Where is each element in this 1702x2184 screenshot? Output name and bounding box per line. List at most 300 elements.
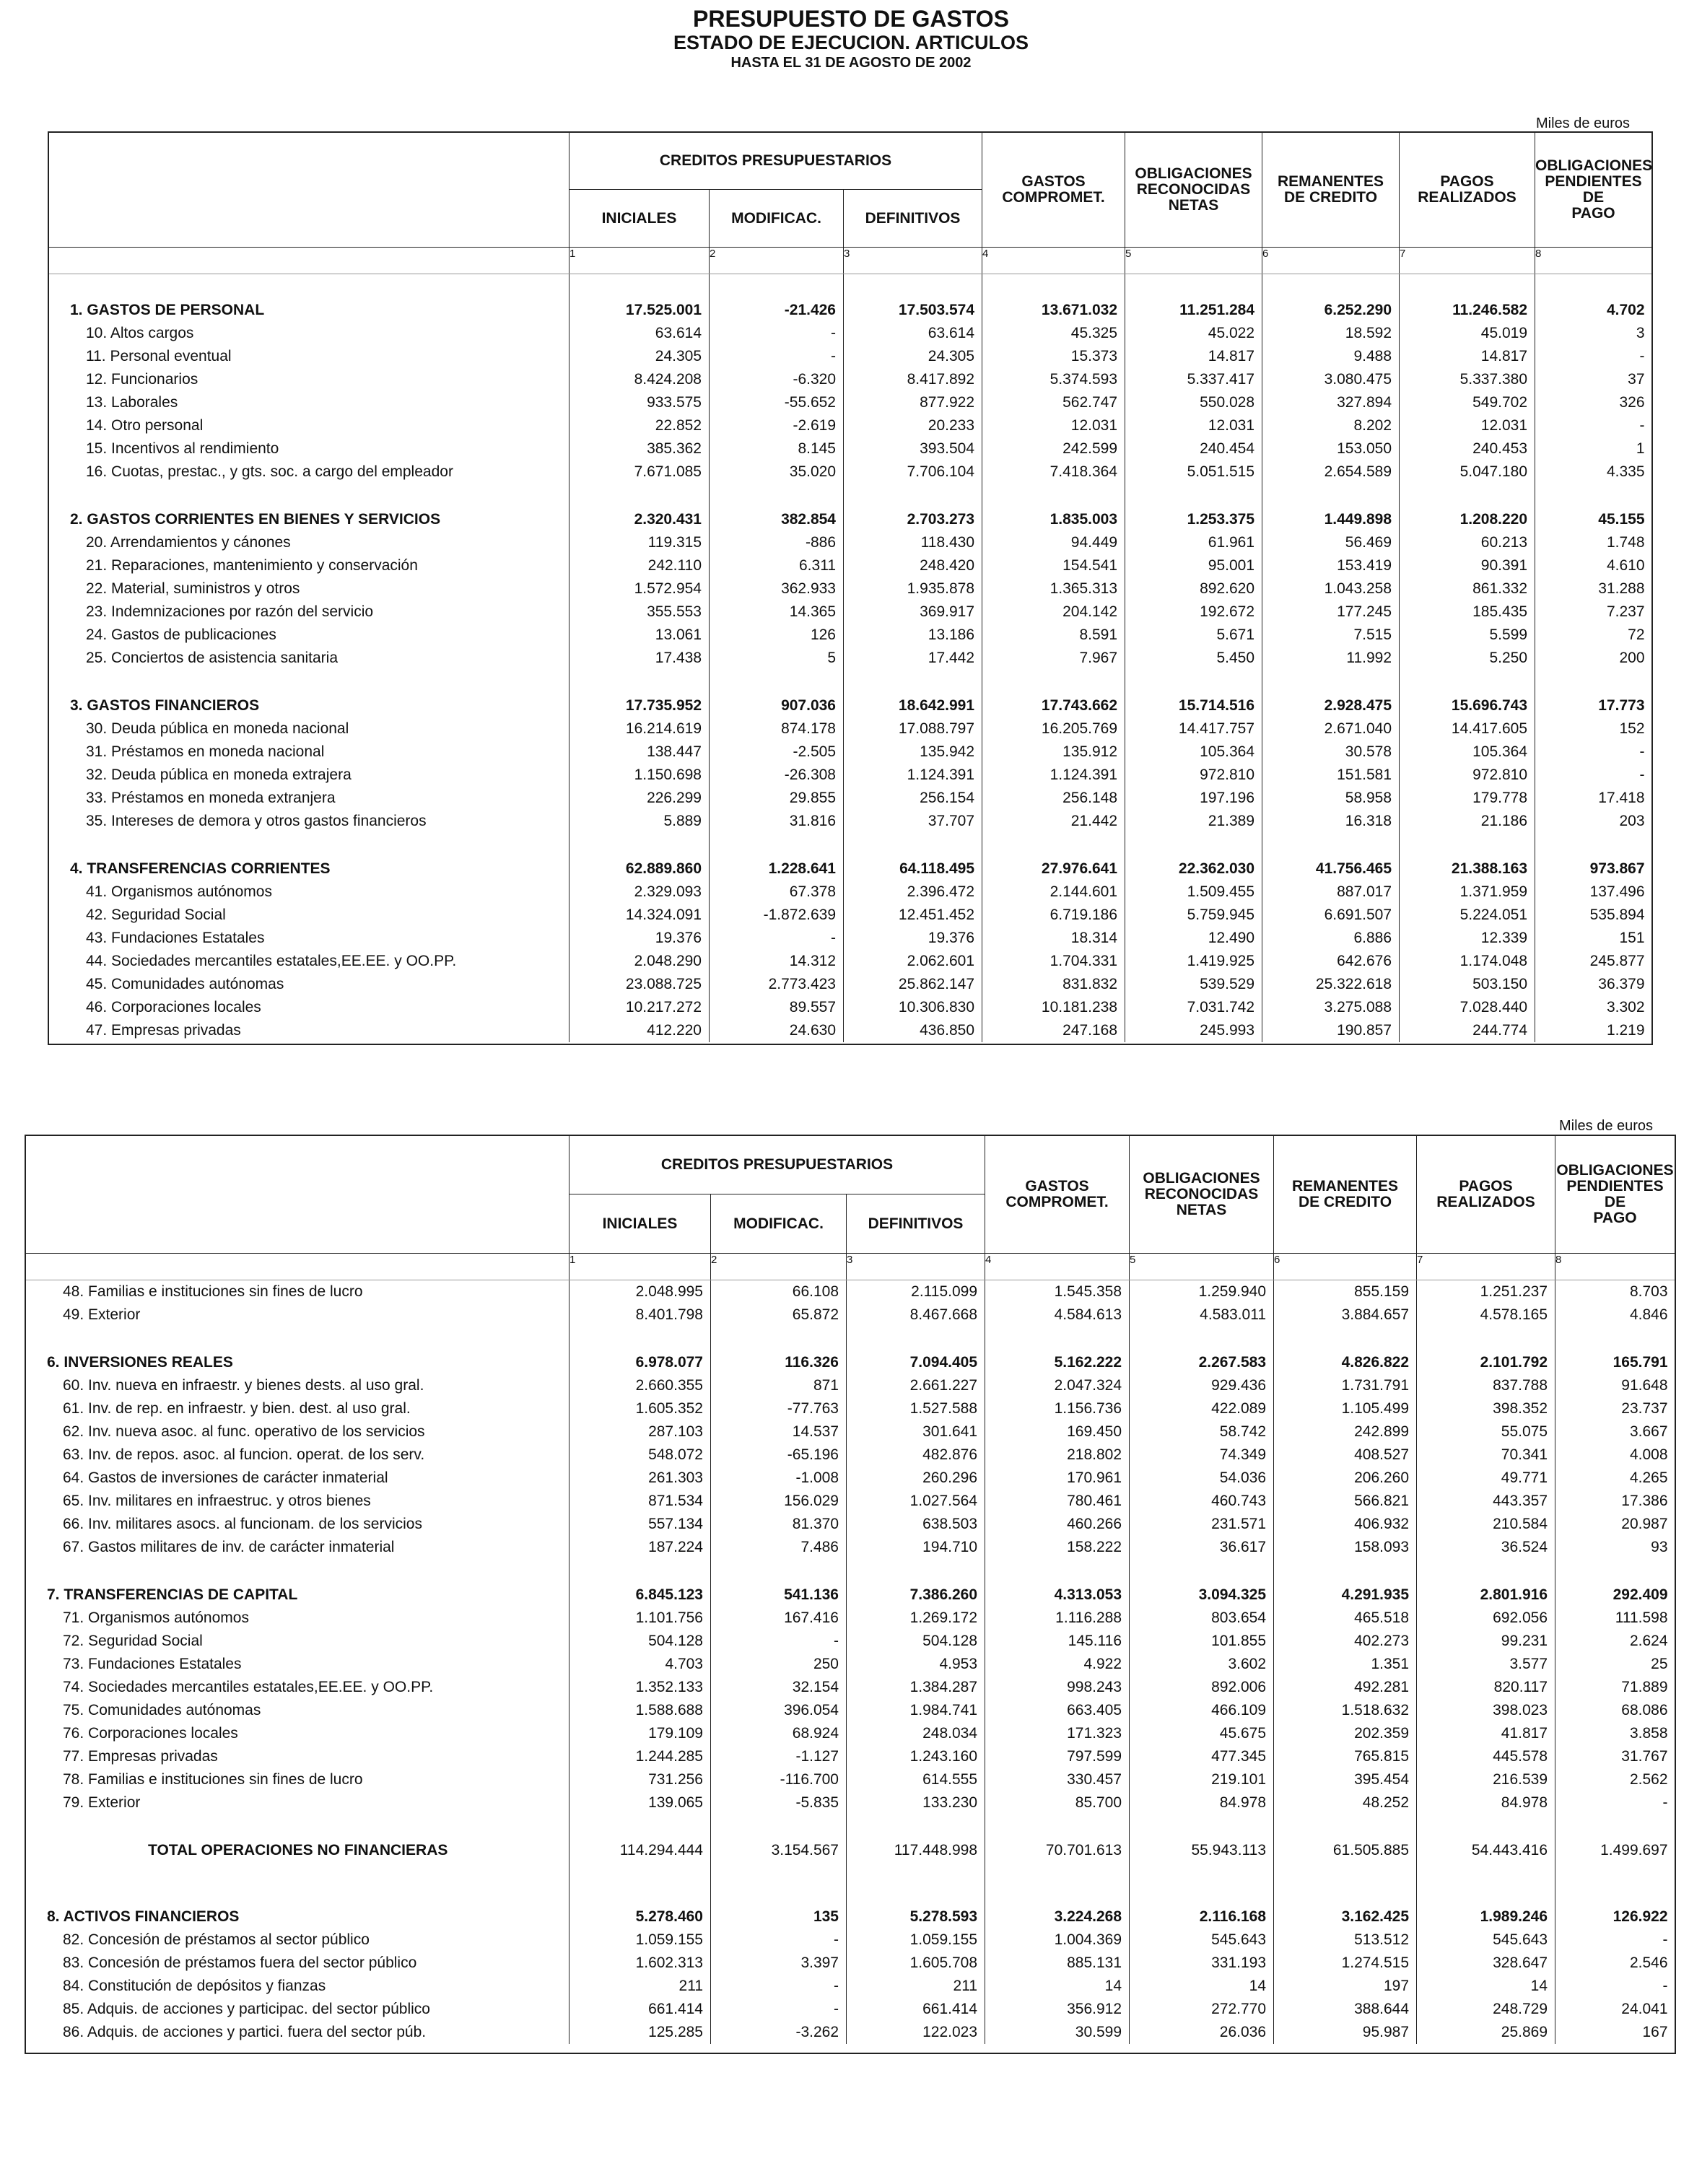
chapter-row <box>48 694 1652 717</box>
row-label: 13. Laborales <box>48 391 569 414</box>
value-cell: 7.515 <box>1262 624 1400 647</box>
value-cell: 2.048.995 <box>569 1280 711 1304</box>
table-row <box>48 810 1652 833</box>
value-cell: 7.486 <box>711 1536 847 1559</box>
value-cell: 14.537 <box>711 1420 847 1443</box>
spacer-row <box>48 484 1652 508</box>
value-cell: 803.654 <box>1130 1607 1274 1630</box>
value-cell: 1.509.455 <box>1125 881 1262 904</box>
value-cell: 15.714.516 <box>1125 694 1262 717</box>
value-cell: 167.416 <box>711 1607 847 1630</box>
value-cell: 1.219 <box>1535 1019 1652 1042</box>
value-cell: 1.384.287 <box>847 1676 985 1699</box>
value-cell: 5.889 <box>569 810 710 833</box>
row-label: 23. Indemnizaciones por razón del servicio <box>48 600 569 624</box>
row-label: 20. Arrendamientos y cánones <box>48 531 569 554</box>
value-cell: 190.857 <box>1262 1019 1400 1042</box>
value-cell: 206.260 <box>1274 1467 1417 1490</box>
value-cell: 14 <box>985 1975 1130 1998</box>
table-row <box>25 1490 1675 1513</box>
row-label: 31. Préstamos en moneda nacional <box>48 741 569 764</box>
value-cell: 460.266 <box>985 1513 1130 1536</box>
column-number: 6 <box>1262 248 1400 274</box>
value-cell: 13.061 <box>569 624 710 647</box>
value-cell: 8.202 <box>1262 414 1400 437</box>
value-cell: 93 <box>1555 1536 1675 1559</box>
value-cell: 466.109 <box>1130 1699 1274 1722</box>
row-label: 15. Incentivos al rendimiento <box>48 437 569 460</box>
value-cell: 972.810 <box>1125 764 1262 787</box>
value-cell: 4.610 <box>1535 554 1652 577</box>
spacer-cell <box>1400 833 1535 857</box>
row-label: 12. Funcionarios <box>48 368 569 391</box>
value-cell: 5 <box>710 647 844 670</box>
value-cell: 1.259.940 <box>1130 1280 1274 1304</box>
value-cell: 17.442 <box>844 647 982 670</box>
spacer-cell <box>844 670 982 694</box>
spacer-row <box>48 670 1652 694</box>
value-cell: 31.288 <box>1535 577 1652 600</box>
value-cell: 2.329.093 <box>569 881 710 904</box>
value-cell: 8.467.668 <box>847 1303 985 1327</box>
value-cell: 465.518 <box>1274 1607 1417 1630</box>
value-cell: - <box>1555 1975 1675 1998</box>
value-cell: - <box>1535 414 1652 437</box>
value-cell: 17.525.001 <box>569 299 710 322</box>
value-cell: 1.059.155 <box>569 1929 711 1952</box>
value-cell: 885.131 <box>985 1952 1130 1975</box>
table-row <box>48 741 1652 764</box>
value-cell: 7.094.405 <box>847 1351 985 1374</box>
value-cell: 67.378 <box>710 881 844 904</box>
table-row <box>25 1280 1675 1304</box>
value-cell: 170.961 <box>985 1467 1130 1490</box>
spacer-cell <box>1555 1559 1675 1584</box>
header-obligaciones: OBLIGACIONES RECONOCIDAS NETAS <box>1130 1135 1274 1254</box>
value-cell: -3.262 <box>711 2021 847 2044</box>
value-cell: 21.186 <box>1400 810 1535 833</box>
value-cell: 23.088.725 <box>569 973 710 996</box>
value-cell: -886 <box>710 531 844 554</box>
table-row <box>25 1630 1675 1653</box>
spacer-cell <box>710 833 844 857</box>
value-cell: 1.527.588 <box>847 1397 985 1420</box>
value-cell: 126.922 <box>1555 1905 1675 1929</box>
value-cell: 887.017 <box>1262 881 1400 904</box>
spacer-cell <box>982 833 1125 857</box>
value-cell: 74.349 <box>1130 1443 1274 1467</box>
table-row <box>25 1420 1675 1443</box>
spacer-cell <box>982 670 1125 694</box>
value-cell: 933.575 <box>569 391 710 414</box>
value-cell: 153.419 <box>1262 554 1400 577</box>
value-cell: 45.675 <box>1130 1722 1274 1745</box>
value-cell: 202.359 <box>1274 1722 1417 1745</box>
row-label: 61. Inv. de rep. en infraestr. y bien. dest. al uso gral. <box>25 1397 569 1420</box>
value-cell: 70.341 <box>1417 1443 1555 1467</box>
table-row <box>48 904 1652 927</box>
row-label: 84. Constitución de depósitos y fianzas <box>25 1975 569 1998</box>
value-cell: 2.801.916 <box>1417 1584 1555 1607</box>
total-row <box>25 1839 1675 1862</box>
value-cell: 101.855 <box>1130 1630 1274 1653</box>
spacer-cell <box>1262 833 1400 857</box>
value-cell: - <box>711 1998 847 2021</box>
value-cell: 2.320.431 <box>569 508 710 531</box>
value-cell: 327.894 <box>1262 391 1400 414</box>
header-creditos: CREDITOS PRESUPUESTARIOS <box>569 1135 985 1194</box>
table-row <box>48 717 1652 741</box>
value-cell: 58.742 <box>1130 1420 1274 1443</box>
value-cell: 436.850 <box>844 1019 982 1042</box>
value-cell: - <box>1555 1929 1675 1952</box>
value-cell: - <box>1535 741 1652 764</box>
value-cell: 22.852 <box>569 414 710 437</box>
value-cell: 797.599 <box>985 1745 1130 1768</box>
spacer-cell <box>711 1327 847 1351</box>
value-cell: 14.417.757 <box>1125 717 1262 741</box>
value-cell: 1.004.369 <box>985 1929 1130 1952</box>
value-cell: 165.791 <box>1555 1351 1675 1374</box>
table-row <box>25 1443 1675 1467</box>
value-cell: 2.624 <box>1555 1630 1675 1653</box>
value-cell: 2.661.227 <box>847 1374 985 1397</box>
value-cell: 7.967 <box>982 647 1125 670</box>
row-label: 83. Concesión de préstamos fuera del sector público <box>25 1952 569 1975</box>
value-cell: 41.817 <box>1417 1722 1555 1745</box>
value-cell: 45.019 <box>1400 322 1535 345</box>
value-cell: 1.244.285 <box>569 1745 711 1768</box>
value-cell: 406.932 <box>1274 1513 1417 1536</box>
value-cell: 111.598 <box>1555 1607 1675 1630</box>
value-cell: 37.707 <box>844 810 982 833</box>
value-cell: 21.389 <box>1125 810 1262 833</box>
spacer-cell <box>710 670 844 694</box>
table-row <box>25 1607 1675 1630</box>
header-remanentes: REMANENTES DE CREDITO <box>1274 1135 1417 1254</box>
table-row <box>48 391 1652 414</box>
value-cell: 393.504 <box>844 437 982 460</box>
spacer-cell <box>1400 484 1535 508</box>
value-cell: 116.326 <box>711 1351 847 1374</box>
value-cell: 5.051.515 <box>1125 460 1262 484</box>
column-number: 4 <box>982 248 1125 274</box>
value-cell: 1.704.331 <box>982 950 1125 973</box>
value-cell: 892.006 <box>1130 1676 1274 1699</box>
unit-label: Miles de euros <box>1559 1118 1654 1134</box>
value-cell: 45.022 <box>1125 322 1262 345</box>
spacer-cell <box>1535 484 1652 508</box>
value-cell: 85.700 <box>985 1791 1130 1814</box>
value-cell: 24.305 <box>569 345 710 368</box>
value-cell: 64.118.495 <box>844 857 982 881</box>
column-number: 8 <box>1555 1254 1675 1280</box>
value-cell: 545.643 <box>1417 1929 1555 1952</box>
value-cell: 125.285 <box>569 2021 711 2044</box>
value-cell: 14.324.091 <box>569 904 710 927</box>
value-cell: 10.181.238 <box>982 996 1125 1019</box>
value-cell: 330.457 <box>985 1768 1130 1791</box>
spacer-cell <box>48 274 569 300</box>
row-label: 46. Corporaciones locales <box>48 996 569 1019</box>
value-cell: 61.505.885 <box>1274 1839 1417 1862</box>
value-cell: 36.617 <box>1130 1536 1274 1559</box>
value-cell: 892.620 <box>1125 577 1262 600</box>
spacer-row <box>25 1814 1675 1839</box>
value-cell: 16.214.619 <box>569 717 710 741</box>
value-cell: 152 <box>1535 717 1652 741</box>
value-cell: 2.703.273 <box>844 508 982 531</box>
value-cell: 95.987 <box>1274 2021 1417 2044</box>
value-cell: 126 <box>710 624 844 647</box>
value-cell: 226.299 <box>569 787 710 810</box>
value-cell: 260.296 <box>847 1467 985 1490</box>
spacer-cell <box>25 1559 569 1584</box>
column-number: 5 <box>1130 1254 1274 1280</box>
spacer-row <box>25 1327 1675 1351</box>
value-cell: 10.217.272 <box>569 996 710 1019</box>
value-cell: 118.430 <box>844 531 982 554</box>
value-cell: 874.178 <box>710 717 844 741</box>
value-cell: 105.364 <box>1400 741 1535 764</box>
spacer-row <box>25 1862 1675 1905</box>
value-cell: - <box>1535 764 1652 787</box>
value-cell: 2.048.290 <box>569 950 710 973</box>
value-cell: 4.922 <box>985 1653 1130 1676</box>
value-cell: 1.105.499 <box>1274 1397 1417 1420</box>
header-blank <box>48 132 569 248</box>
spacer-cell <box>847 1559 985 1584</box>
row-label: 35. Intereses de demora y otros gastos financieros <box>48 810 569 833</box>
row-label: 73. Fundaciones Estatales <box>25 1653 569 1676</box>
table-row <box>48 950 1652 973</box>
value-cell: -2.619 <box>710 414 844 437</box>
value-cell: 460.743 <box>1130 1490 1274 1513</box>
value-cell: 3.154.567 <box>711 1839 847 1862</box>
value-cell: 219.101 <box>1130 1768 1274 1791</box>
value-cell: 15.696.743 <box>1400 694 1535 717</box>
value-cell: - <box>710 322 844 345</box>
value-cell: 5.337.380 <box>1400 368 1535 391</box>
value-cell: 1.588.688 <box>569 1699 711 1722</box>
value-cell: 328.647 <box>1417 1952 1555 1975</box>
value-cell: 63.614 <box>569 322 710 345</box>
column-number: 7 <box>1417 1254 1555 1280</box>
value-cell: 4.008 <box>1555 1443 1675 1467</box>
header-creditos: CREDITOS PRESUPUESTARIOS <box>569 132 982 190</box>
spacer-cell <box>1274 1862 1417 1905</box>
spacer-cell <box>1417 1862 1555 1905</box>
row-label: 14. Otro personal <box>48 414 569 437</box>
table-body <box>48 274 1652 1043</box>
table-row <box>25 1653 1675 1676</box>
table-row <box>48 460 1652 484</box>
row-label: 66. Inv. militares asocs. al funcionam. de los servicios <box>25 1513 569 1536</box>
value-cell: 3.602 <box>1130 1653 1274 1676</box>
value-cell: 4.583.011 <box>1130 1303 1274 1327</box>
value-cell: 17.503.574 <box>844 299 982 322</box>
value-cell: - <box>711 1929 847 1952</box>
value-cell: -2.505 <box>710 741 844 764</box>
value-cell: 1.835.003 <box>982 508 1125 531</box>
table-row <box>48 437 1652 460</box>
value-cell: 1.351 <box>1274 1653 1417 1676</box>
row-label: 72. Seguridad Social <box>25 1630 569 1653</box>
value-cell: 4.826.822 <box>1274 1351 1417 1374</box>
value-cell: 855.159 <box>1274 1280 1417 1304</box>
spacer-cell <box>569 833 710 857</box>
value-cell: 566.821 <box>1274 1490 1417 1513</box>
value-cell: 443.357 <box>1417 1490 1555 1513</box>
row-label: 21. Reparaciones, mantenimiento y conservación <box>48 554 569 577</box>
table-body <box>25 1280 1675 2045</box>
row-label: 42. Seguridad Social <box>48 904 569 927</box>
row-label: 10. Altos cargos <box>48 322 569 345</box>
value-cell: 4.702 <box>1535 299 1652 322</box>
value-cell: 248.034 <box>847 1722 985 1745</box>
value-cell: 877.922 <box>844 391 982 414</box>
value-cell: 245.877 <box>1535 950 1652 973</box>
value-cell: 30.578 <box>1262 741 1400 764</box>
value-cell: 14.817 <box>1125 345 1262 368</box>
value-cell: 369.917 <box>844 600 982 624</box>
spacer-cell <box>711 1862 847 1905</box>
value-cell: 24.630 <box>710 1019 844 1042</box>
report-date: HASTA EL 31 DE AGOSTO DE 2002 <box>730 55 972 71</box>
value-cell: 3.667 <box>1555 1420 1675 1443</box>
value-cell: 54.443.416 <box>1417 1839 1555 1862</box>
value-cell: 12.490 <box>1125 927 1262 950</box>
value-cell: 2.267.583 <box>1130 1351 1274 1374</box>
value-cell: 638.503 <box>847 1513 985 1536</box>
row-label: 2. GASTOS CORRIENTES EN BIENES Y SERVICIOS <box>48 508 569 531</box>
value-cell: 245.993 <box>1125 1019 1262 1042</box>
value-cell: 2.062.601 <box>844 950 982 973</box>
spacer-cell <box>1400 670 1535 694</box>
table-row <box>25 1998 1675 2021</box>
value-cell: 402.273 <box>1274 1630 1417 1653</box>
header-remanentes: REMANENTES DE CREDITO <box>1262 132 1400 248</box>
spacer-cell <box>569 1814 711 1839</box>
value-cell: 780.461 <box>985 1490 1130 1513</box>
value-cell: 200 <box>1535 647 1652 670</box>
value-cell: 3.094.325 <box>1130 1584 1274 1607</box>
value-cell: 14.817 <box>1400 345 1535 368</box>
value-cell: 135.912 <box>982 741 1125 764</box>
value-cell: 3.080.475 <box>1262 368 1400 391</box>
table-row <box>25 1791 1675 1814</box>
spacer-cell <box>1535 833 1652 857</box>
value-cell: 6.719.186 <box>982 904 1125 927</box>
value-cell: 907.036 <box>710 694 844 717</box>
value-cell: 248.420 <box>844 554 982 577</box>
row-label: 86. Adquis. de acciones y partici. fuera del sector púb. <box>25 2021 569 2044</box>
value-cell: 25.322.618 <box>1262 973 1400 996</box>
value-cell: 154.541 <box>982 554 1125 577</box>
value-cell: 1.243.160 <box>847 1745 985 1768</box>
spacer-cell <box>48 484 569 508</box>
value-cell: - <box>1555 1791 1675 1814</box>
value-cell: 3.224.268 <box>985 1905 1130 1929</box>
spacer-cell <box>1535 274 1652 300</box>
row-label: 4. TRANSFERENCIAS CORRIENTES <box>48 857 569 881</box>
value-cell: 1.274.515 <box>1274 1952 1417 1975</box>
value-cell: 1.101.756 <box>569 1607 711 1630</box>
value-cell: 5.337.417 <box>1125 368 1262 391</box>
value-cell: 17.743.662 <box>982 694 1125 717</box>
spacer-cell <box>711 1559 847 1584</box>
value-cell: 21.388.163 <box>1400 857 1535 881</box>
value-cell: 99.231 <box>1417 1630 1555 1653</box>
report-subtitle: ESTADO DE EJECUCION. ARTICULOS <box>673 32 1029 53</box>
value-cell: 2.115.099 <box>847 1280 985 1304</box>
spacer-cell <box>711 1814 847 1839</box>
row-label: 71. Organismos autónomos <box>25 1607 569 1630</box>
spacer-cell <box>982 484 1125 508</box>
value-cell: 19.376 <box>844 927 982 950</box>
value-cell: 72 <box>1535 624 1652 647</box>
row-label: 22. Material, suministros y otros <box>48 577 569 600</box>
value-cell: 4.578.165 <box>1417 1303 1555 1327</box>
value-cell: 192.672 <box>1125 600 1262 624</box>
row-label: 33. Préstamos en moneda extranjera <box>48 787 569 810</box>
row-label: 62. Inv. nueva asoc. al func. operativo de los servicios <box>25 1420 569 1443</box>
value-cell: 179.109 <box>569 1722 711 1745</box>
value-cell: 1.989.246 <box>1417 1905 1555 1929</box>
spacer-cell <box>1130 1327 1274 1351</box>
value-cell: 2.047.324 <box>985 1374 1130 1397</box>
spacer-cell <box>1555 1814 1675 1839</box>
value-cell: 7.706.104 <box>844 460 982 484</box>
value-cell: 6.252.290 <box>1262 299 1400 322</box>
value-cell: 177.245 <box>1262 600 1400 624</box>
value-cell: 210.584 <box>1417 1513 1555 1536</box>
table-row <box>48 647 1652 670</box>
value-cell: 167 <box>1555 2021 1675 2044</box>
value-cell: 242.599 <box>982 437 1125 460</box>
value-cell: 1.251.237 <box>1417 1280 1555 1304</box>
spacer-cell <box>1130 1814 1274 1839</box>
header-blank <box>25 1135 569 1254</box>
column-number: 3 <box>844 248 982 274</box>
value-cell: 231.571 <box>1130 1513 1274 1536</box>
value-cell: 3.577 <box>1417 1653 1555 1676</box>
row-label: 64. Gastos de inversiones de carácter inmaterial <box>25 1467 569 1490</box>
value-cell: 1.371.959 <box>1400 881 1535 904</box>
row-label: TOTAL OPERACIONES NO FINANCIERAS <box>25 1839 569 1862</box>
table-row <box>25 1374 1675 1397</box>
spacer-cell <box>1555 1327 1675 1351</box>
value-cell: 117.448.998 <box>847 1839 985 1862</box>
value-cell: 2.101.792 <box>1417 1351 1555 1374</box>
value-cell: 7.237 <box>1535 600 1652 624</box>
spacer-cell <box>569 670 710 694</box>
spacer-cell <box>569 1327 711 1351</box>
value-cell: 10.306.830 <box>844 996 982 1019</box>
spacer-cell <box>844 833 982 857</box>
value-cell: 7.031.742 <box>1125 996 1262 1019</box>
column-number: 4 <box>985 1254 1130 1280</box>
value-cell: -77.763 <box>711 1397 847 1420</box>
value-cell: 5.374.593 <box>982 368 1125 391</box>
value-cell: 871.534 <box>569 1490 711 1513</box>
value-cell: 151 <box>1535 927 1652 950</box>
table-row <box>25 1699 1675 1722</box>
header-gastos: GASTOS COMPROMET. <box>982 132 1125 248</box>
row-label: 85. Adquis. de acciones y participac. del sector público <box>25 1998 569 2021</box>
spacer-cell <box>1262 670 1400 694</box>
table-row <box>48 1019 1652 1042</box>
